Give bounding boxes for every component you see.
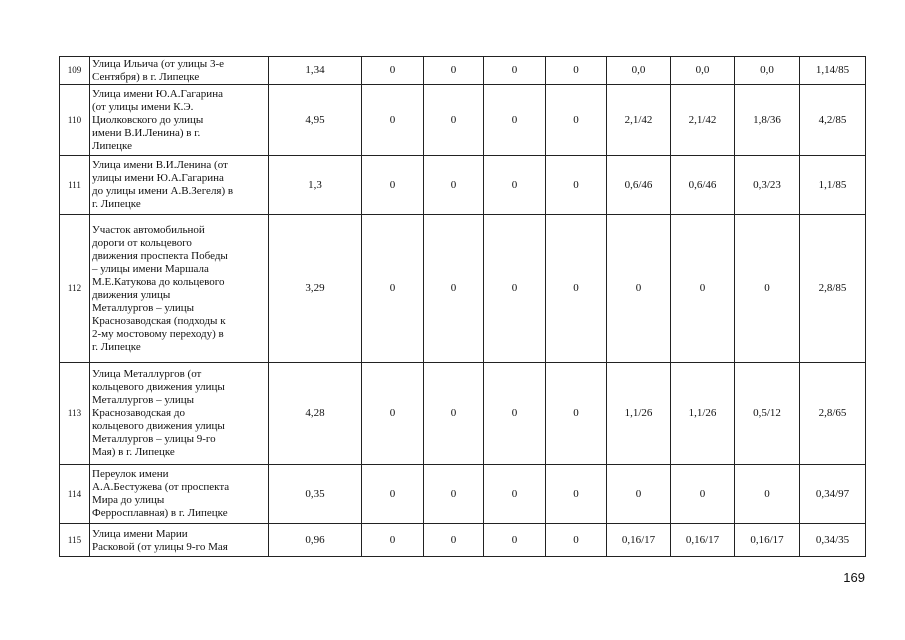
value-cell: 0 (424, 156, 484, 215)
value-cell: 0 (546, 215, 607, 363)
row-number-cell: 115 (60, 524, 90, 557)
value-cell: 0 (362, 85, 424, 156)
road-data-table (59, 56, 866, 557)
value-cell: 0,96 (269, 524, 362, 557)
road-name-cell (90, 85, 269, 156)
value-cell: 0 (484, 215, 546, 363)
road-name-line: до улицы имени А.В.Зегеля) в (92, 185, 234, 197)
table-row (60, 524, 866, 557)
road-name-line: Краснозаводская (подходы к (92, 314, 226, 327)
table-row (60, 465, 866, 524)
value-cell: 0 (546, 156, 607, 215)
value-cell: 0 (484, 465, 546, 524)
road-name-line: Липецке (92, 139, 132, 152)
value-cell: 0,0 (607, 57, 671, 85)
value-cell: 0,34/35 (800, 524, 866, 557)
value-cell: 0,0 (735, 57, 800, 85)
road-name-line: улицы имени Ю.А.Гагарина (92, 172, 224, 184)
value-cell: 0,34/97 (800, 465, 866, 524)
value-cell: 0 (671, 215, 735, 363)
road-name-cell (90, 363, 269, 465)
value-cell: 2,8/85 (800, 215, 866, 363)
value-cell: 0 (362, 363, 424, 465)
table-body (60, 57, 866, 557)
value-cell: 0 (546, 85, 607, 156)
value-cell: 1,1/85 (800, 156, 866, 215)
row-number-cell: 111 (60, 156, 90, 215)
value-cell: 0,16/17 (607, 524, 671, 557)
value-cell: 0 (424, 215, 484, 363)
value-cell: 4,28 (269, 363, 362, 465)
table-row (60, 57, 866, 85)
value-cell: 0,16/17 (671, 524, 735, 557)
road-name-line: Металлургов – улицы (92, 301, 195, 314)
road-name-line: Ферросплавная) в г. Липецке (92, 507, 228, 519)
table-row (60, 215, 866, 363)
road-name-line: дороги от кольцевого (92, 236, 192, 249)
value-cell: 0 (607, 215, 671, 363)
value-cell: 0 (735, 465, 800, 524)
value-cell: 2,1/42 (607, 85, 671, 156)
row-number-cell: 114 (60, 465, 90, 524)
road-name-line: Сентября) в г. Липецке (92, 71, 200, 83)
road-name-line: кольцевого движения улицы (92, 381, 225, 393)
row-number-cell: 110 (60, 85, 90, 156)
value-cell: 0,0 (671, 57, 735, 85)
value-cell: 0 (424, 524, 484, 557)
value-cell: 0,35 (269, 465, 362, 524)
road-name-line: движения проспекта Победы (92, 249, 228, 262)
road-name-cell (90, 156, 269, 215)
road-name-line: Краснозаводская до (92, 407, 185, 419)
road-name-line: Улица имени В.И.Ленина (от (92, 159, 228, 171)
road-name-line: г. Липецке (92, 340, 141, 353)
road-name-line: Металлургов – улицы (92, 394, 195, 406)
road-name-line: М.Е.Катукова до кольцевого (92, 275, 225, 288)
value-cell: 1,14/85 (800, 57, 866, 85)
value-cell: 1,1/26 (607, 363, 671, 465)
road-name-line: Улица Металлургов (от (92, 368, 202, 380)
value-cell: 0 (424, 57, 484, 85)
road-name-cell (90, 465, 269, 524)
value-cell: 4,2/85 (800, 85, 866, 156)
value-cell: 0,3/23 (735, 156, 800, 215)
road-name-line: (от улицы имени К.Э. (92, 100, 194, 113)
road-name-cell (90, 57, 269, 85)
value-cell: 0 (484, 524, 546, 557)
road-name-cell (90, 215, 269, 363)
value-cell: 1,34 (269, 57, 362, 85)
value-cell: 0 (607, 465, 671, 524)
value-cell: 0 (671, 465, 735, 524)
value-cell: 0 (546, 465, 607, 524)
value-cell: 0,5/12 (735, 363, 800, 465)
value-cell: 2,1/42 (671, 85, 735, 156)
road-name-line: А.А.Бестужева (от проспекта (92, 481, 230, 493)
row-number-cell: 109 (60, 57, 90, 85)
road-name-line: движения улицы (92, 288, 171, 301)
value-cell: 0,6/46 (671, 156, 735, 215)
value-cell: 0 (546, 363, 607, 465)
value-cell: 1,8/36 (735, 85, 800, 156)
road-name-line: имени В.И.Ленина) в г. (92, 126, 201, 139)
value-cell: 0 (424, 465, 484, 524)
value-cell: 0 (546, 57, 607, 85)
value-cell: 0 (362, 465, 424, 524)
value-cell: 3,29 (269, 215, 362, 363)
row-number-cell: 113 (60, 363, 90, 465)
value-cell: 0 (484, 156, 546, 215)
road-name-line: кольцевого движения улицы (92, 420, 225, 432)
table-row (60, 85, 866, 156)
road-name-line: Расковой (от улицы 9-го Мая (92, 540, 228, 553)
road-name-line: Улица имени Марии (92, 527, 188, 540)
value-cell: 2,8/65 (800, 363, 866, 465)
road-name-line: Переулок имени (92, 468, 169, 480)
road-name-line: Мая) в г. Липецке (92, 446, 175, 458)
value-cell: 1,1/26 (671, 363, 735, 465)
value-cell: 0,6/46 (607, 156, 671, 215)
value-cell: 0 (735, 215, 800, 363)
row-number-cell: 112 (60, 215, 90, 363)
value-cell: 0 (362, 215, 424, 363)
page-number: 169 (843, 570, 865, 585)
value-cell: 4,95 (269, 85, 362, 156)
value-cell: 0 (362, 524, 424, 557)
road-name-line: г. Липецке (92, 198, 141, 210)
value-cell: 1,3 (269, 156, 362, 215)
value-cell: 0 (484, 363, 546, 465)
road-name-cell (90, 524, 269, 557)
value-cell: 0,16/17 (735, 524, 800, 557)
value-cell: 0 (424, 85, 484, 156)
road-name-line: Металлургов – улицы 9-го (92, 433, 216, 445)
road-name-line: Мира до улицы (92, 494, 165, 506)
road-name-line: – улицы имени Маршала (92, 262, 209, 275)
road-name-line: Циолковского до улицы (92, 113, 204, 126)
table-row (60, 156, 866, 215)
value-cell: 0 (484, 85, 546, 156)
value-cell: 0 (424, 363, 484, 465)
value-cell: 0 (484, 57, 546, 85)
road-name-line: Участок автомобильной (92, 223, 205, 236)
road-name-line: Улица имени Ю.А.Гагарина (92, 87, 223, 100)
table-row (60, 363, 866, 465)
road-name-line: Улица Ильича (от улицы 3-е (92, 58, 224, 70)
value-cell: 0 (546, 524, 607, 557)
value-cell: 0 (362, 57, 424, 85)
value-cell: 0 (362, 156, 424, 215)
road-name-line: 2-му мостовому переходу) в (92, 327, 224, 340)
